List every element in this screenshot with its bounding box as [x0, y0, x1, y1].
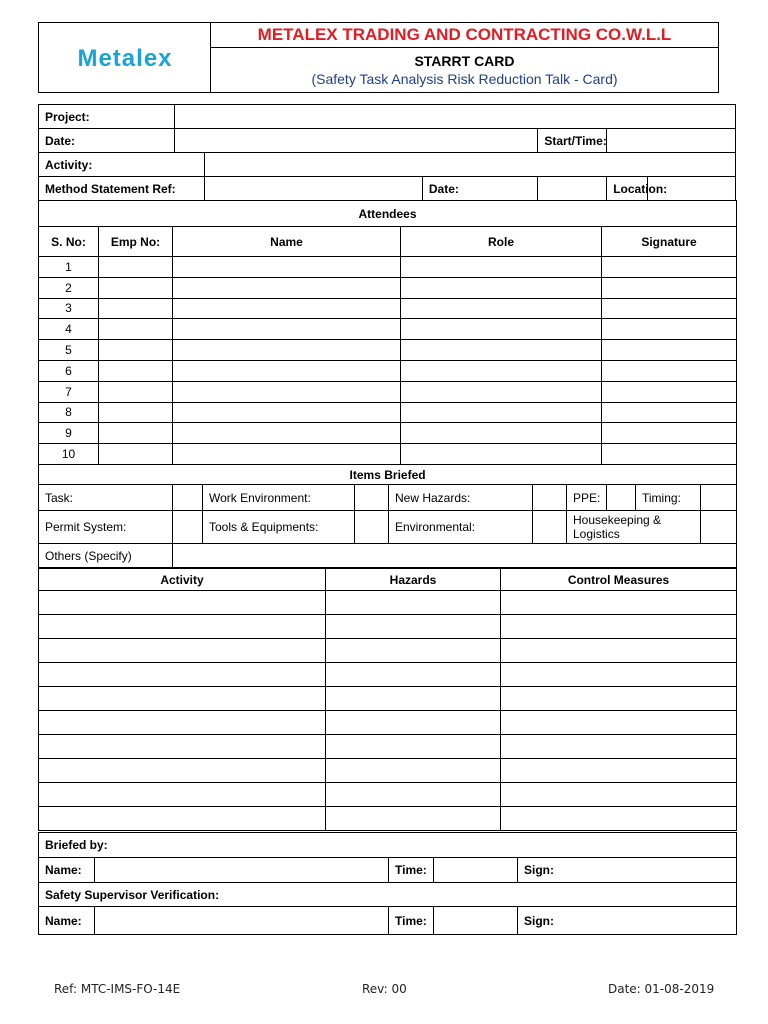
attendee-sno: 5	[39, 340, 99, 361]
card-subtitle: (Safety Task Analysis Risk Reduction Talk - Card)	[311, 71, 618, 87]
housekeeping-logistics-label: Housekeeping & Logistics	[567, 511, 701, 544]
attendee-empno-field[interactable]	[99, 360, 173, 381]
attendee-empno-field[interactable]	[99, 444, 173, 465]
attendee-role-field[interactable]	[401, 340, 602, 361]
col-sno: S. No:	[39, 227, 99, 257]
attendee-signature-field[interactable]	[602, 319, 737, 340]
company-logo	[39, 23, 211, 93]
attendee-sno: 2	[39, 277, 99, 298]
col-name: Name	[173, 227, 401, 257]
attendee-empno-field[interactable]	[99, 423, 173, 444]
control-measures-field[interactable]	[501, 591, 737, 615]
attendee-name-field[interactable]	[173, 277, 401, 298]
card-title-block	[211, 48, 719, 93]
others-specify-label: Others (Specify)	[39, 544, 173, 568]
attendee-sno: 3	[39, 298, 99, 319]
attendee-empno-field[interactable]	[99, 402, 173, 423]
attendee-row	[39, 319, 737, 340]
control-measures-field[interactable]	[501, 639, 737, 663]
col-hazards: Hazards	[326, 569, 501, 591]
activity-field[interactable]	[39, 807, 326, 831]
attendee-row	[39, 340, 737, 361]
new-hazards-check[interactable]	[533, 485, 567, 511]
permit-system-check[interactable]	[173, 511, 203, 544]
attendee-signature-field[interactable]	[602, 360, 737, 381]
logo-text: Metalex	[76, 44, 173, 72]
hazards-field[interactable]	[326, 687, 501, 711]
briefed-by-title: Briefed by:	[39, 833, 737, 858]
hazards-field[interactable]	[326, 711, 501, 735]
hazards-field[interactable]	[326, 807, 501, 831]
footer-rev: Rev: 00	[362, 982, 407, 996]
metalex-logo-icon	[55, 44, 195, 72]
attendee-row	[39, 423, 737, 444]
attendee-name-field[interactable]	[173, 444, 401, 465]
task-label: Task:	[39, 485, 173, 511]
control-measures-field[interactable]	[501, 735, 737, 759]
col-empno: Emp No:	[99, 227, 173, 257]
activity-field[interactable]	[205, 153, 736, 177]
briefed-by-name-label: Name:	[39, 858, 95, 883]
col-signature: Signature	[602, 227, 737, 257]
activity-field[interactable]	[39, 615, 326, 639]
starrt-form-table	[38, 104, 736, 201]
col-activity: Activity	[39, 569, 326, 591]
items-briefed-title: Items Briefed	[39, 465, 737, 485]
environmental-check[interactable]	[533, 511, 567, 544]
date-label: Date:	[39, 129, 175, 153]
work-environment-label: Work Environment:	[203, 485, 355, 511]
attendee-empno-field[interactable]	[99, 319, 173, 340]
supervisor-sign-label: Sign:	[518, 907, 737, 935]
housekeeping-logistics-check[interactable]	[701, 511, 737, 544]
project-field[interactable]	[174, 105, 735, 129]
items-briefed-table	[38, 464, 737, 568]
hazards-field[interactable]	[326, 615, 501, 639]
activity-field[interactable]	[39, 711, 326, 735]
attendee-row	[39, 360, 737, 381]
attendee-signature-field[interactable]	[602, 257, 737, 278]
ms-date-label: Date:	[422, 177, 537, 201]
attendee-name-field[interactable]	[173, 257, 401, 278]
supervisor-time-label: Time:	[389, 907, 434, 935]
activity-hazards-table	[38, 568, 737, 831]
activity-field[interactable]	[39, 663, 326, 687]
attendee-sno: 9	[39, 423, 99, 444]
activity-field[interactable]	[39, 783, 326, 807]
hazards-field[interactable]	[326, 663, 501, 687]
hazards-field[interactable]	[326, 783, 501, 807]
activity-field[interactable]	[39, 735, 326, 759]
supervisor-name-field[interactable]	[95, 907, 389, 935]
attendee-role-field[interactable]	[401, 257, 602, 278]
environmental-label: Environmental:	[389, 511, 533, 544]
activity-row	[39, 591, 737, 615]
supervisor-name-label: Name:	[39, 907, 95, 935]
control-measures-field[interactable]	[501, 759, 737, 783]
attendee-sno: 6	[39, 360, 99, 381]
attendee-row	[39, 402, 737, 423]
attendee-signature-field[interactable]	[602, 340, 737, 361]
card-title: STARRT CARD	[414, 53, 515, 69]
date-field[interactable]	[174, 129, 538, 153]
briefed-by-name-field[interactable]	[95, 858, 389, 883]
activity-row	[39, 663, 737, 687]
timing-label: Timing:	[636, 485, 701, 511]
start-time-field[interactable]	[607, 129, 736, 153]
attendee-name-field[interactable]	[173, 360, 401, 381]
control-measures-field[interactable]	[501, 615, 737, 639]
hazards-field[interactable]	[326, 735, 501, 759]
activity-row	[39, 687, 737, 711]
col-control-measures: Control Measures	[501, 569, 737, 591]
attendee-rows	[39, 257, 737, 465]
attendee-row	[39, 277, 737, 298]
activity-field[interactable]	[39, 687, 326, 711]
attendee-signature-field[interactable]	[602, 423, 737, 444]
briefed-by-sign-label: Sign:	[518, 858, 737, 883]
control-measures-field[interactable]	[501, 711, 737, 735]
attendee-role-field[interactable]	[401, 381, 602, 402]
footer-date: Date: 01-08-2019	[608, 982, 715, 996]
attendee-sno: 1	[39, 257, 99, 278]
sign-off-table	[38, 832, 737, 935]
attendee-empno-field[interactable]	[99, 298, 173, 319]
attendee-signature-field[interactable]	[602, 298, 737, 319]
attendee-row	[39, 257, 737, 278]
task-check[interactable]	[173, 485, 203, 511]
attendee-signature-field[interactable]	[602, 402, 737, 423]
attendee-sno: 8	[39, 402, 99, 423]
activity-field[interactable]	[39, 591, 326, 615]
attendees-section-title: Attendees	[39, 201, 737, 227]
briefed-by-time-label: Time:	[389, 858, 434, 883]
activity-row	[39, 639, 737, 663]
briefed-by-time-field[interactable]	[434, 858, 518, 883]
method-statement-field[interactable]	[205, 177, 423, 201]
activity-row	[39, 711, 737, 735]
attendee-name-field[interactable]	[173, 319, 401, 340]
activity-field[interactable]	[39, 759, 326, 783]
attendee-sno: 10	[39, 444, 99, 465]
attendee-role-field[interactable]	[401, 360, 602, 381]
attendee-role-field[interactable]	[401, 423, 602, 444]
attendee-sno: 7	[39, 381, 99, 402]
control-measures-field[interactable]	[501, 663, 737, 687]
control-measures-field[interactable]	[501, 783, 737, 807]
attendee-row	[39, 381, 737, 402]
hazards-field[interactable]	[326, 759, 501, 783]
attendee-name-field[interactable]	[173, 402, 401, 423]
activity-row	[39, 735, 737, 759]
attendee-name-field[interactable]	[173, 298, 401, 319]
company-name: METALEX TRADING AND CONTRACTING CO.W.L.L	[211, 23, 719, 48]
attendee-role-field[interactable]	[401, 444, 602, 465]
attendee-name-field[interactable]	[173, 423, 401, 444]
hazards-field[interactable]	[326, 639, 501, 663]
attendee-row	[39, 298, 737, 319]
new-hazards-label: New Hazards:	[389, 485, 533, 511]
tools-equipments-check[interactable]	[355, 511, 389, 544]
attendee-role-field[interactable]	[401, 277, 602, 298]
control-measures-field[interactable]	[501, 687, 737, 711]
start-time-label: Start/Time:	[538, 129, 607, 153]
col-role: Role	[401, 227, 602, 257]
project-label: Project:	[39, 105, 175, 129]
form-header	[38, 22, 719, 93]
attendee-sno: 4	[39, 319, 99, 340]
work-environment-check[interactable]	[355, 485, 389, 511]
activity-field[interactable]	[39, 639, 326, 663]
attendee-role-field[interactable]	[401, 298, 602, 319]
others-specify-field[interactable]	[173, 544, 737, 568]
attendee-signature-field[interactable]	[602, 381, 737, 402]
supervisor-time-field[interactable]	[434, 907, 518, 935]
attendee-row	[39, 444, 737, 465]
attendee-name-field[interactable]	[173, 381, 401, 402]
activity-row	[39, 783, 737, 807]
activity-rows	[39, 591, 737, 831]
activity-row	[39, 615, 737, 639]
attendee-empno-field[interactable]	[99, 277, 173, 298]
attendee-role-field[interactable]	[401, 319, 602, 340]
attendee-signature-field[interactable]	[602, 277, 737, 298]
supervisor-title: Safety Supervisor Verification:	[39, 883, 737, 907]
attendee-signature-field[interactable]	[602, 444, 737, 465]
tools-equipments-label: Tools & Equipments:	[203, 511, 355, 544]
method-statement-label: Method Statement Ref:	[39, 177, 205, 201]
attendees-table	[38, 200, 737, 465]
activity-label: Activity:	[39, 153, 205, 177]
attendee-role-field[interactable]	[401, 402, 602, 423]
hazards-field[interactable]	[326, 591, 501, 615]
permit-system-label: Permit System:	[39, 511, 173, 544]
attendee-empno-field[interactable]	[99, 381, 173, 402]
ppe-label: PPE:	[567, 485, 607, 511]
activity-row	[39, 759, 737, 783]
location-label: Location:	[607, 177, 648, 201]
attendee-empno-field[interactable]	[99, 257, 173, 278]
attendee-empno-field[interactable]	[99, 340, 173, 361]
control-measures-field[interactable]	[501, 807, 737, 831]
timing-check[interactable]	[701, 485, 737, 511]
footer-ref: Ref: MTC-IMS-FO-14E	[54, 982, 181, 996]
attendee-name-field[interactable]	[173, 340, 401, 361]
activity-row	[39, 807, 737, 831]
ms-date-field[interactable]	[538, 177, 607, 201]
ppe-check[interactable]	[607, 485, 636, 511]
